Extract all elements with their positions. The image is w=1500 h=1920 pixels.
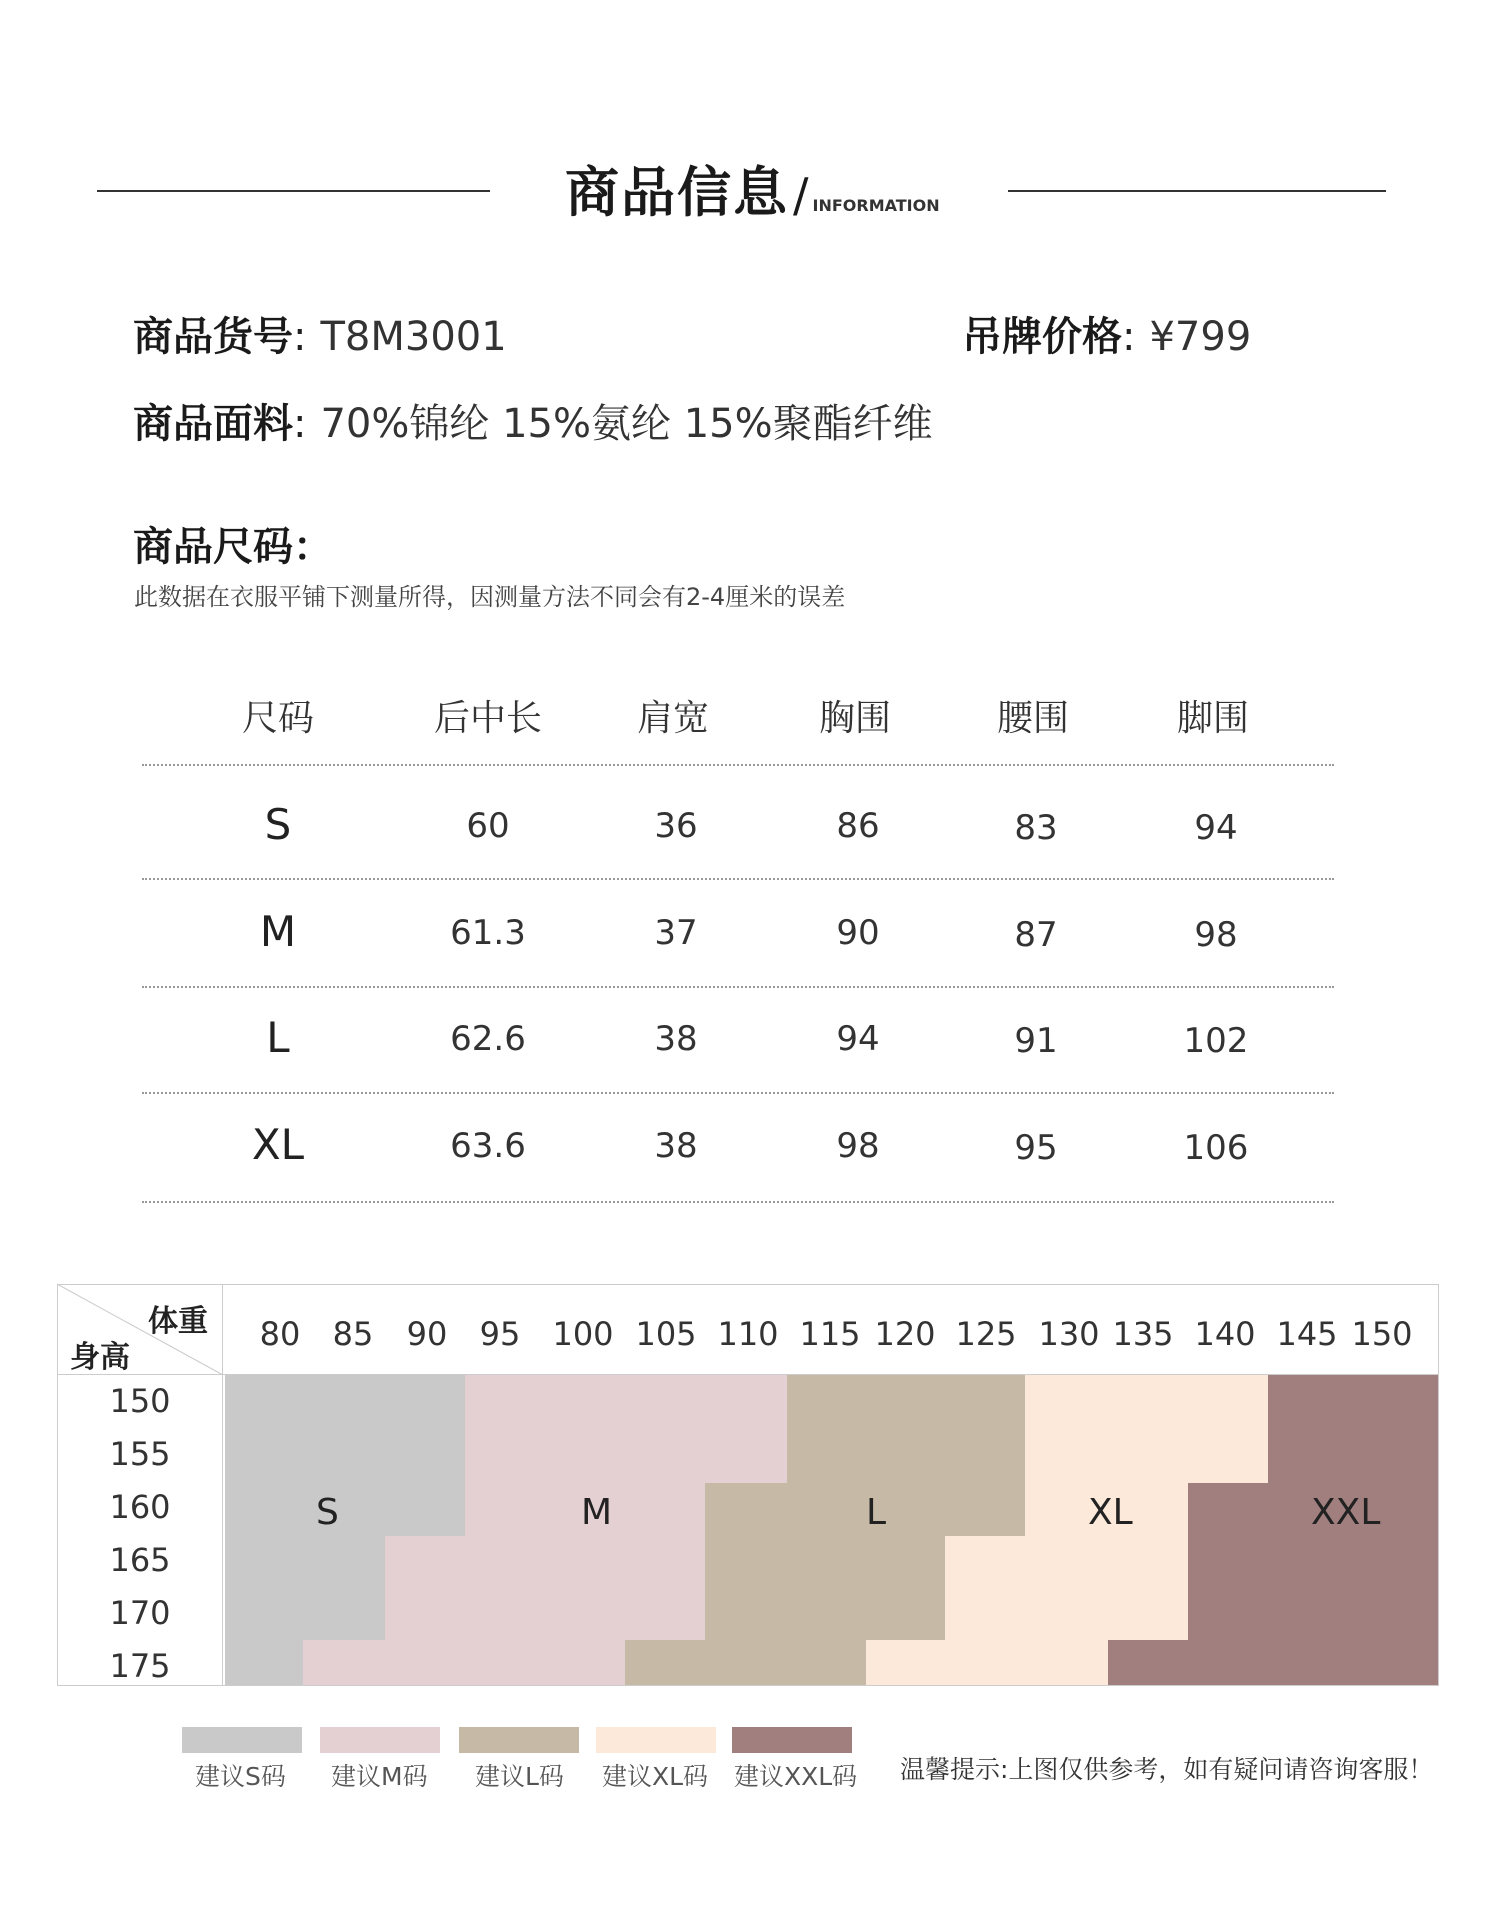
height-label: 165 <box>109 1541 171 1579</box>
title-main: 商品信息 <box>565 161 789 224</box>
row-cell: 60 <box>466 806 510 846</box>
legend-label-xl: 建议XL码 <box>602 1762 709 1791</box>
weight-label: 95 <box>479 1315 521 1353</box>
weight-label: 125 <box>955 1315 1017 1353</box>
sku-separator: : <box>293 314 307 360</box>
row-cell: 91 <box>1014 1021 1058 1061</box>
row-size: XL <box>251 1120 305 1169</box>
height-label: 160 <box>109 1488 171 1526</box>
legend-swatch-xl <box>596 1727 716 1753</box>
row-cell: 62.6 <box>450 1019 526 1059</box>
size-heading: 商品尺码： <box>133 524 333 570</box>
title-slash: / <box>793 168 809 222</box>
weight-label: 135 <box>1112 1315 1174 1353</box>
sku-value: T8M3001 <box>320 314 507 360</box>
weight-label: 110 <box>717 1315 779 1353</box>
row-cell: 98 <box>1194 915 1238 955</box>
weight-label: 145 <box>1276 1315 1338 1353</box>
weight-label: 85 <box>332 1315 374 1353</box>
weight-label: 105 <box>635 1315 697 1353</box>
row-cell: 83 <box>1014 808 1058 848</box>
zone-label-xl: XL <box>1088 1492 1133 1533</box>
legend-label-xxl: 建议XXL码 <box>734 1762 858 1791</box>
height-label: 150 <box>109 1382 171 1420</box>
fabric-label: 商品面料 <box>133 401 293 447</box>
weight-label: 130 <box>1038 1315 1100 1353</box>
fabric-separator: : <box>293 401 307 447</box>
legend-swatch-m <box>320 1727 440 1753</box>
col-header-hem: 脚围 <box>1176 698 1249 739</box>
legend-label-m: 建议M码 <box>331 1762 428 1791</box>
weight-axis-title: 体重 <box>148 1304 208 1339</box>
zone-label-xxl: XXL <box>1311 1492 1381 1533</box>
height-axis-title: 身高 <box>70 1340 130 1375</box>
row-cell: 61.3 <box>450 913 526 953</box>
sku-label: 商品货号 <box>133 314 293 360</box>
price-value: ¥799 <box>1149 314 1252 360</box>
price-label: 吊牌价格 <box>962 314 1122 360</box>
zone-label-s: S <box>316 1492 339 1533</box>
row-size: M <box>259 907 297 956</box>
chart-height-column <box>57 1375 223 1686</box>
legend-swatch-xxl <box>732 1727 852 1753</box>
legend-label-l: 建议L码 <box>475 1762 564 1791</box>
title-subtitle: INFORMATION <box>812 196 940 215</box>
row-cell: 94 <box>836 1019 880 1059</box>
row-cell: 94 <box>1194 808 1238 848</box>
weight-label: 150 <box>1351 1315 1413 1353</box>
row-cell: 63.6 <box>450 1126 526 1166</box>
weight-label: 140 <box>1194 1315 1256 1353</box>
row-cell: 102 <box>1183 1021 1249 1061</box>
reference-tip: 温馨提示:上图仅供参考，如有疑问请咨询客服！ <box>900 1755 1434 1784</box>
row-cell: 37 <box>654 913 698 953</box>
row-cell: 98 <box>836 1126 880 1166</box>
row-cell: 38 <box>654 1019 698 1059</box>
legend-swatch-s <box>182 1727 302 1753</box>
legend-swatch-l <box>459 1727 579 1753</box>
size-note: 此数据在衣服平铺下测量所得，因测量方法不同会有2-4厘米的误差 <box>134 583 846 611</box>
weight-label: 115 <box>799 1315 861 1353</box>
col-header-back-length: 后中长 <box>433 698 542 739</box>
col-header-chest: 胸围 <box>818 698 891 739</box>
height-label: 155 <box>109 1435 171 1473</box>
weight-label: 90 <box>406 1315 448 1353</box>
col-header-waist: 腰围 <box>996 698 1069 739</box>
zone-label-l: L <box>866 1492 887 1533</box>
fabric-value: 70%锦纶 15%氨纶 15%聚酯纤维 <box>320 401 933 447</box>
row-cell: 90 <box>836 913 880 953</box>
row-size: L <box>266 1013 290 1062</box>
row-cell: 95 <box>1014 1128 1058 1168</box>
legend-label-s: 建议S码 <box>195 1762 286 1791</box>
height-label: 170 <box>109 1594 171 1632</box>
col-header-size: 尺码 <box>241 698 314 739</box>
row-size: S <box>264 800 292 849</box>
price-separator: : <box>1122 314 1136 360</box>
row-cell: 36 <box>654 806 698 846</box>
weight-label: 100 <box>552 1315 614 1353</box>
weight-label: 120 <box>874 1315 936 1353</box>
row-cell: 106 <box>1183 1128 1249 1168</box>
col-header-shoulder: 肩宽 <box>636 698 709 739</box>
row-cell: 86 <box>836 806 880 846</box>
weight-label: 80 <box>259 1315 301 1353</box>
row-cell: 87 <box>1014 915 1058 955</box>
height-label: 175 <box>109 1647 171 1685</box>
row-cell: 38 <box>654 1126 698 1166</box>
zone-label-m: M <box>581 1492 613 1533</box>
